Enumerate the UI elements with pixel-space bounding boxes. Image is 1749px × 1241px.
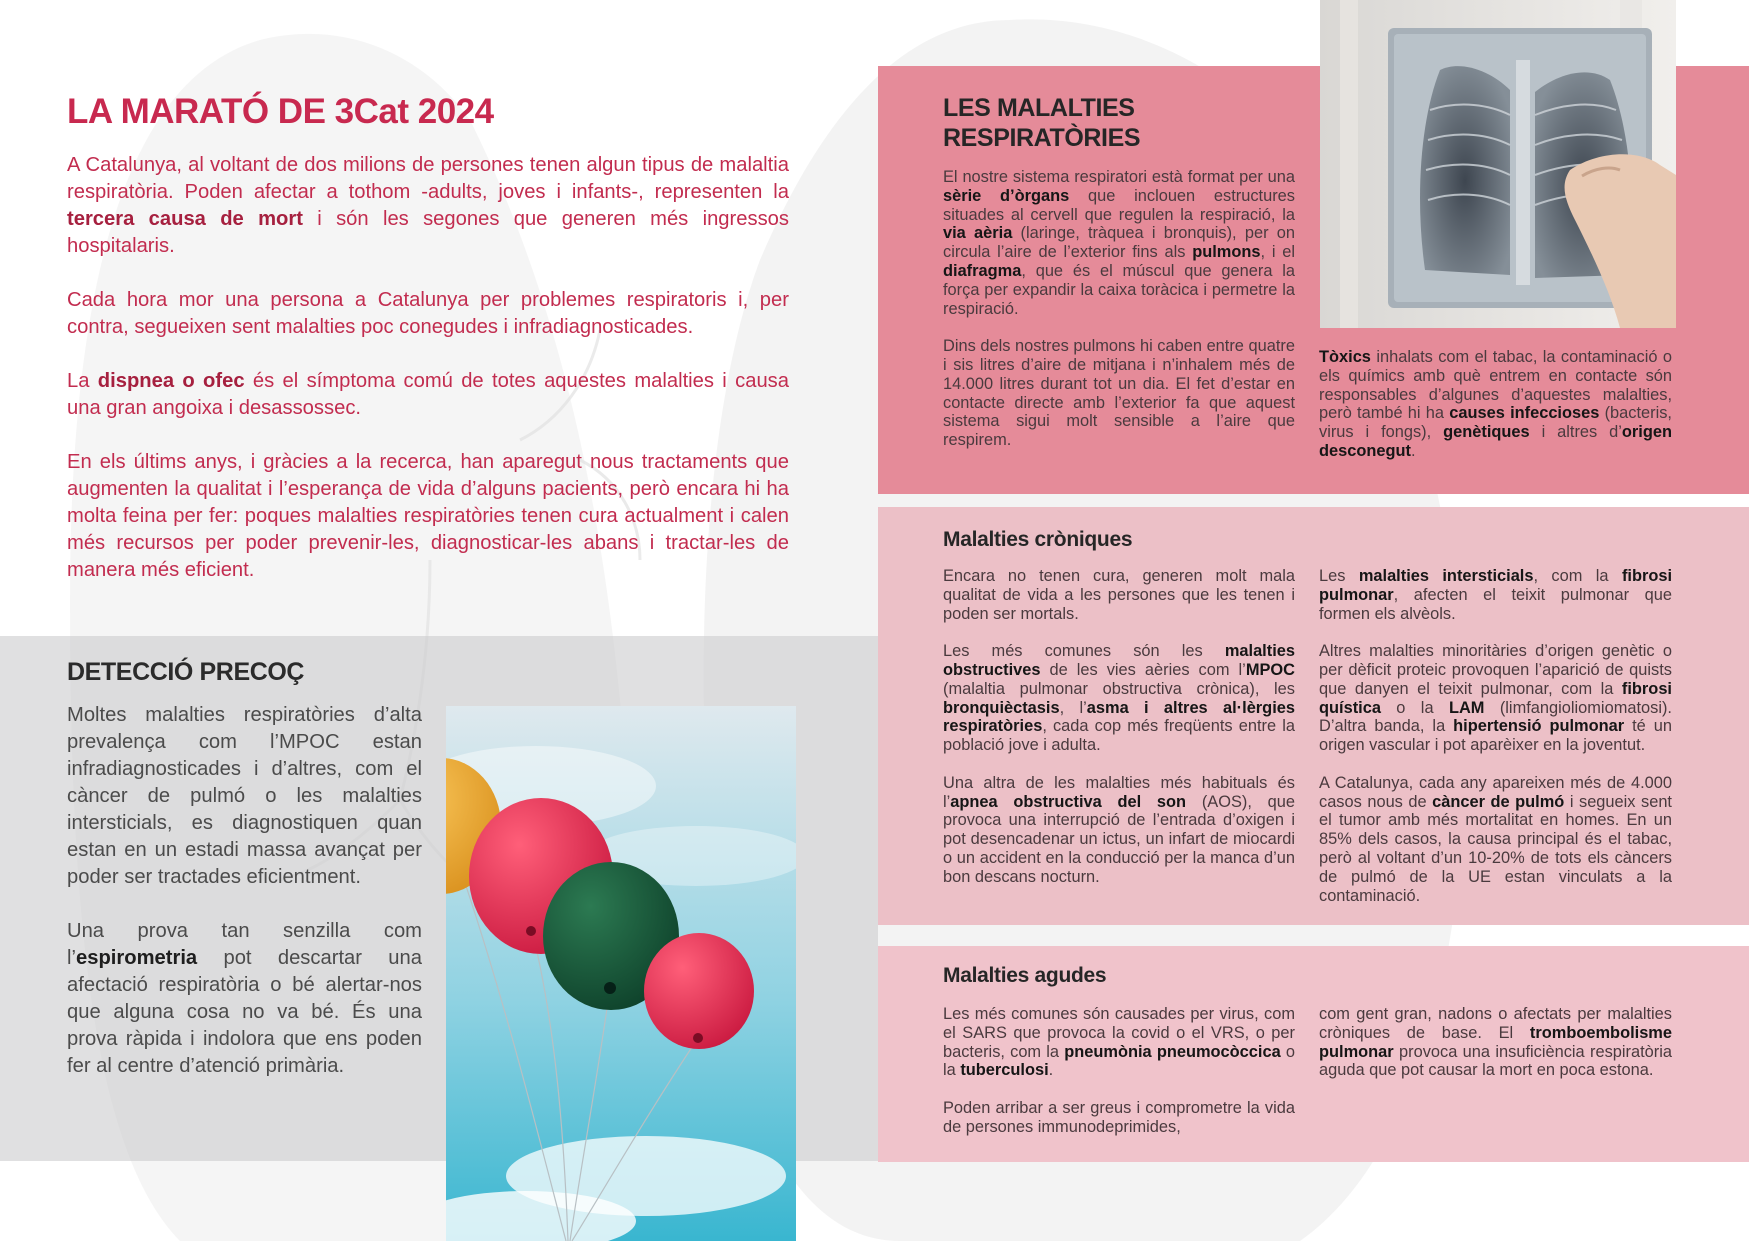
paragraph [67,918,422,1080]
paragraph [943,168,1295,318]
chronic-col2-text [1319,567,1672,924]
bold-text: tuberculosi [960,1061,1049,1080]
text-run: El nostre sistema respiratori està format per una [943,168,1295,186]
paragraph [67,287,789,341]
text-run: , que és el múscul que genera la força per expandir la caixa toràcica i permetre la respiració. [943,261,1295,318]
text-run: i segueix sent el tumor amb més mortalitat en homes. En un 85% dels casos, la causa principal és el tabac, però al voltant d’un 10-20% de tots els càncers de pulmó de la UE estan vinculats a la contaminació. [1319,792,1672,905]
bold-text: pulmons [1192,243,1261,262]
text-run: pot descartar una afectació respiratòria o bé alertar-nos que alguna cosa no va bé. És una prova ràpida i indolora que ens poden fer al centre d’atenció primària. [67,947,422,1077]
text-run: com gent gran, nadons o afectats per malalties cròniques de base. El [1319,1005,1672,1042]
text-run: Cada hora mor una persona a Catalunya per problemes respiratoris i, per contra, segueixen sent malalties poc conegudes i infradiagnosticades. [67,289,789,338]
acute-title: Malalties agudes [943,964,1107,987]
text-run: Una prova tan senzilla com l’ [67,920,422,969]
bold-text: càncer de pulmó [1432,792,1565,811]
text-run: Les [1319,567,1359,585]
text-run: té un origen vascular i pot aparèixer en la joventut. [1319,717,1672,755]
chronic-title: Malalties cròniques [943,528,1133,551]
paragraph [943,1099,1295,1137]
paragraph [943,642,1295,755]
paragraph [67,449,789,584]
text-run: (laringe, tràquea i bronquis), per on circula l’aire de l’exterior fins als [943,224,1296,262]
text-run: provoca una insuficiència respiratòria aguda que pot causar la mort en poca estona. [1319,1042,1672,1080]
bold-text: Tòxics [1319,348,1371,366]
text-run: Una altra de les malalties més habituals és l’ [943,773,1295,811]
text-run: Moltes malalties respiratòries d’alta prevalença com l’MPOC estan infradiagnosticades i d’altres, com el càncer de pulmó o les malalties intersticials, es diagnostiquen quan estan en un estadi massa avançat per poder ser tractades eficientment. [67,704,422,888]
bold-text: causes infeccioses [1449,404,1600,423]
text-run: A Catalunya, cada any apareixen més de 4.000 casos nous de [1319,773,1672,811]
bold-text: asma i altres al·lèrgies respiratòries [943,698,1295,736]
text-run: , cada cop més freqüents entre la població jove i adulta. [943,717,1295,755]
text-run: , i el [1260,243,1296,262]
text-run: . [1048,1061,1054,1080]
text-run: Les més comunes són causades per virus, com el SARS que provoca la covid o el VRS, o per bacteris, com la [943,1005,1295,1061]
bold-text: origen desconegut [1319,423,1672,460]
bold-text: malalties intersticials [1358,567,1534,585]
text-run: , l’ [1059,698,1087,717]
text-run: , afecten el teixit pulmonar que formen els alvèols. [1319,585,1672,623]
text-run: (limfangioliomiomatosi). D’altra banda, la [1319,698,1672,736]
text-run: La [67,370,98,392]
text-run: , com la [1533,567,1622,585]
paragraph [943,774,1295,887]
detection-title: DETECCIÓ PRECOÇ [67,658,305,686]
detection-text [67,702,422,1107]
bold-text: pneumònia pneumocòccica [1064,1042,1281,1061]
text-run: o la [1380,698,1449,717]
paragraph [943,1005,1295,1080]
paragraph [67,368,789,422]
text-run: A Catalunya, al voltant de dos milions de persones tenen algun tipus de malaltia respiratòria. Poden afectar a tothom -adults, joves i infants-, representen la [67,154,789,203]
intro-text [67,152,789,611]
text-run: (bacteris, virus i fongs), [1319,404,1672,442]
bold-text: bronquièctasis [943,698,1060,717]
text-run: és el símptoma comú de totes aquestes malalties i causa una gran angoixa i desassossec. [67,370,789,419]
bold-text: hipertensió pulmonar [1453,717,1625,736]
bold-text: malalties obstructives [943,642,1295,679]
paragraph [1319,348,1672,461]
paragraph [943,567,1295,623]
text-run: inhalats com el tabac, la contaminació o els químics amb què entrem en contacte són responsables d’algunes d’aquestes malalties, però també hi ha [1319,348,1672,423]
bold-text: dispnea o ofec [97,370,245,392]
text-run: (AOS), que provoca una interrupció de l’entrada d’oxigen i pot desencadenar un ictus, un infart de miocardi o un accident en la conducció per la manca d’un bon descans nocturn. [943,792,1295,886]
text-run: Encara no tenen cura, generen molt mala qualitat de vida a les persones que les tenen i poden ser mortals. [943,567,1295,623]
text-run: (malaltia pulmonar obstructiva crònica), les [943,679,1295,698]
text-run: Les més comunes són les [943,642,1225,661]
bold-text: sèrie d’òrgans [943,186,1070,205]
respiratory-col2-text [1319,348,1672,480]
bold-text: fibrosi pulmonar [1319,567,1673,604]
paragraph [67,152,789,260]
bold-text: tercera causa de mort [67,208,303,230]
chronic-col1-text [943,567,1295,905]
bold-text: tromboembolisme pulmonar [1319,1023,1672,1061]
bold-text: diafragma [943,261,1022,280]
text-run: Dins dels nostres pulmons hi caben entre quatre i sis litres d’aire de mitjana i n’inhalem més de 14.000 litres durant tot un dia. El fet d’estar en contacte directe amb l’exterior fa que aquest sistema sigui molt sensible a l’aire que respirem. [943,337,1295,450]
paragraph [1319,642,1672,755]
text-run: que inclouen estructures situades al cervell que regulen la respiració, la [943,186,1295,224]
balloons-photo [446,706,796,1241]
text-run: Altres malalties minoritàries d’origen genètic o per dèficit proteic provoquen l’aparició de quists que danyen el teixit pulmonar, com la [1319,642,1672,698]
text-run: En els últims anys, i gràcies a la recerca, han aparegut nous tractaments que augmenten la qualitat i l’esperança de vida d’alguns pacients, però encara hi ha molta feina per fer: poques malalties respiratòries tenen cura actualment i calen més recursos per poder prevenir-les, diagnosticar-les abans i tractar-les de manera més eficient. [67,451,789,581]
bold-text: MPOC [1245,660,1295,679]
text-run: i són les segones que generen més ingressos hospitalaris. [67,208,789,257]
respiratory-col1-text [943,168,1295,469]
text-run: Poden arribar a ser greus i comprometre la vida de persones immunodeprimides, [943,1098,1295,1136]
paragraph [943,337,1295,450]
paragraph [1319,567,1672,623]
text-run: de les vies aèries com l’ [1040,660,1246,679]
chest-xray-photo [1320,0,1676,328]
bold-text: genètiques [1443,423,1530,442]
acute-col2-text [1319,1005,1672,1099]
paragraph [67,702,422,891]
acute-col1-text [943,1005,1295,1155]
page-title: LA MARATÓ DE 3Cat 2024 [67,92,494,131]
bold-text: fibrosi quística [1319,679,1672,717]
respiratory-title: LES MALALTIES RESPIRATÒRIES [943,94,1141,152]
text-run: . [1410,441,1416,460]
bold-text: LAM [1448,698,1485,717]
paragraph [1319,1005,1672,1080]
text-run: o la [943,1042,1295,1080]
paragraph [1319,774,1672,906]
bold-text: espirometria [75,947,198,969]
bold-text: via aèria [943,224,1013,243]
bold-text: apnea obstructiva del son [950,792,1187,811]
text-run: i altres d’ [1529,423,1622,442]
